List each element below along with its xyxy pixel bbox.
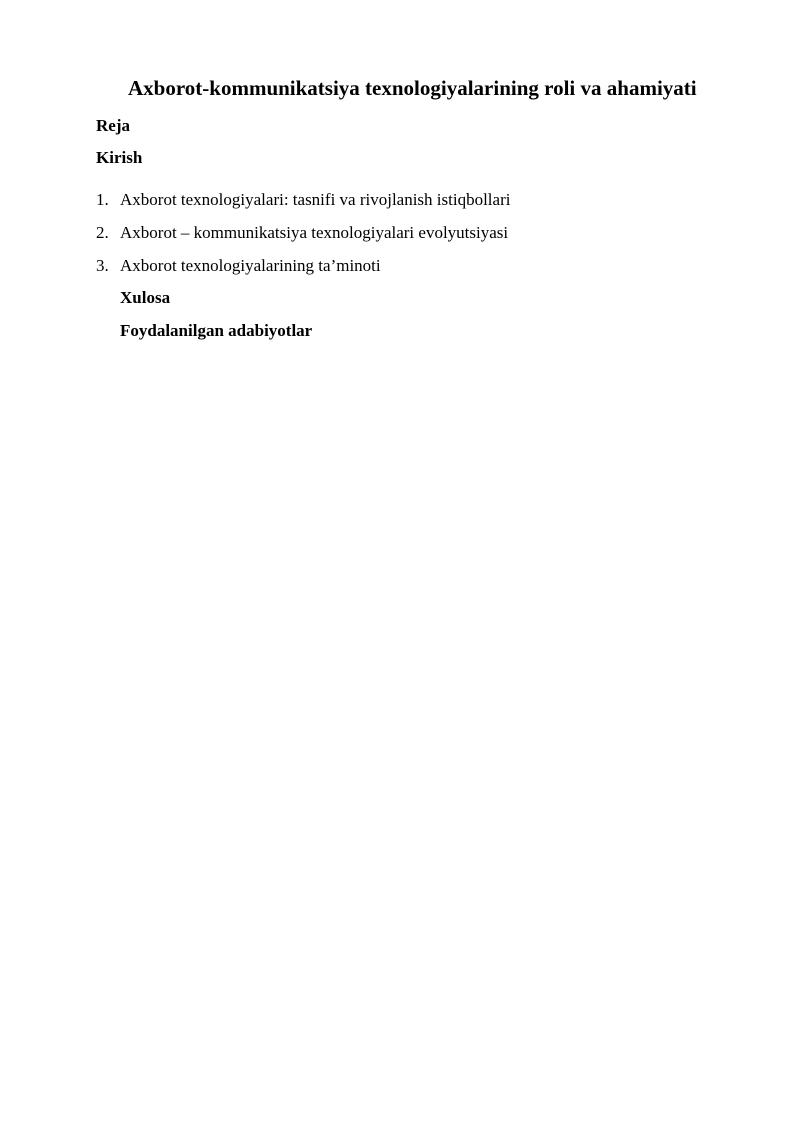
plan-item-number: 3. <box>96 256 109 275</box>
plan-item-text: Axborot texnologiyalarining ta’minoti <box>120 256 381 275</box>
plan-list-item <box>96 188 510 221</box>
conclusion-heading: Xulosa <box>120 288 171 307</box>
plan-item-text: Axborot – kommunikatsiya texnologiyalari evolyutsiyasi <box>120 223 509 242</box>
plan-list-item <box>96 254 510 287</box>
references-heading: Foydalanilgan adabiyotlar <box>120 321 313 340</box>
plan-heading: Reja <box>96 116 130 135</box>
plan-item-number: 2. <box>96 223 109 242</box>
plan-item-text: Axborot texnologiyalari: tasnifi va rivojlanish istiqbollari <box>120 190 511 209</box>
plan-list <box>96 188 510 287</box>
plan-list-item <box>96 221 510 254</box>
plan-item-number: 1. <box>96 190 109 209</box>
document-title: Axborot-kommunikatsiya texnologiyalarining roli va ahamiyati <box>128 76 697 100</box>
introduction-heading: Kirish <box>96 148 143 167</box>
